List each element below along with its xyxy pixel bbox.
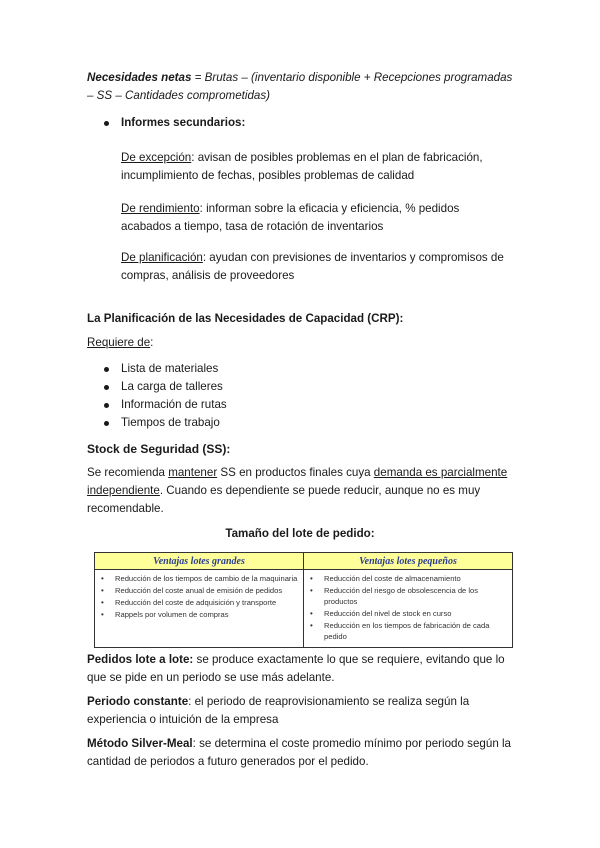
informes-heading: Informes secundarios: [121, 116, 246, 129]
informe-planificacion-title: De planificación [121, 251, 203, 264]
list-item: • Reducción del coste anual de emisión de pedidos [101, 585, 299, 596]
lote-title: Tamaño del lote de pedido: [225, 527, 375, 540]
informe-rendimiento-title: De rendimiento [121, 202, 200, 215]
crp-list-item: Lista de materiales [121, 362, 219, 375]
lote-table [94, 552, 513, 648]
list-item: • Rappels por volumen de compras [101, 609, 299, 620]
bullet-icon [104, 367, 109, 372]
list-item: • Reducción del coste de adquisición y transporte [101, 597, 299, 608]
bullet-icon [104, 421, 109, 426]
crp-list-item: Información de rutas [121, 398, 227, 411]
list-item: • Reducción del coste de almacenamiento [310, 573, 508, 584]
list-item: • Reducción del nivel de stock en curso [310, 608, 508, 619]
crp-title: La Planificación de las Necesidades de Capacidad (CRP): [87, 312, 404, 325]
informe-excepcion: De excepción: avisan de posibles problemas en el plan de fabricación, incumplimiento de fechas, posibles problemas de calidad [121, 151, 483, 182]
list-item: • Reducción de los tiempos de cambio de la maquinaria [101, 573, 299, 584]
silver-meal-paragraph: Método Silver-Meal: se determina el coste promedio mínimo por periodo según la cantidad de periodos a futuro generados por el pedido. [87, 737, 512, 768]
bullet-icon [104, 403, 109, 408]
informe-planificacion: De planificación: ayudan con previsiones de inventarios y compromisos de compras, análisis de proveedores [121, 251, 504, 282]
crp-list-item: La carga de talleres [121, 380, 223, 393]
crp-requires: Requiere de: [87, 336, 154, 349]
stock-paragraph: Se recomienda mantener SS en productos finales cuya demanda es parcialmente independiente. Cuando es dependiente se puede reducir, aunque no es muy recomendable. [87, 466, 508, 515]
necesidades-netas-paragraph [87, 69, 517, 105]
informe-rendimiento: De rendimiento: informan sobre la eficacia y eficiencia, % pedidos acabados a tiempo, tasa de rotación de inventarios [121, 202, 460, 233]
header-lotes-grandes: Ventajas lotes grandes [95, 553, 304, 570]
informe-excepcion-title: De excepción [121, 151, 192, 164]
necesidades-term: Necesidades netas [87, 71, 192, 84]
crp-list-item: Tiempos de trabajo [121, 416, 220, 429]
cell-lotes-grandes [95, 570, 304, 648]
necesidades-formula-1: = Brutas – (inventario disponible + Recepciones programadas [191, 71, 513, 84]
bullet-icon [104, 121, 109, 126]
header-lotes-pequenos: Ventajas lotes pequeños [304, 553, 513, 570]
bullet-icon [104, 385, 109, 390]
necesidades-formula-2: – SS – Cantidades comprometidas) [87, 89, 271, 102]
list-item: • Reducción en los tiempos de fabricación de cada pedido [310, 620, 508, 642]
cell-lotes-pequenos [304, 570, 513, 648]
pedidos-paragraph: Pedidos lote a lote: se produce exactamente lo que se requiere, evitando que lo que se pide en un periodo se use más adelante. [87, 653, 505, 684]
list-item: • Reducción del riesgo de obsolescencia de los productos [310, 585, 508, 607]
periodo-paragraph: Periodo constante: el periodo de reaprovisionamiento se realiza según la experiencia o intuición de la empresa [87, 695, 470, 726]
stock-title: Stock de Seguridad (SS): [87, 442, 231, 456]
